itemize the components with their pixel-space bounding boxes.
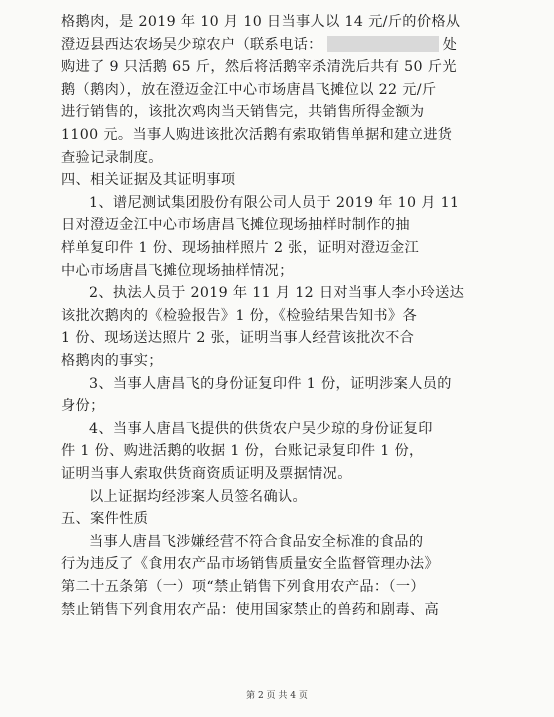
body-text-line: 进行销售的，该批次鸡肉当天销售完，共销售所得金额为 [61, 104, 425, 121]
body-text-line: 身份； [61, 398, 105, 415]
body-text-line: 件 1 份、购进活鹅的收据 1 份，台账记录复印件 1 份， [61, 443, 424, 460]
body-text-line: 当事人唐昌飞涉嫌经营不符合食品安全标准的食品的 [89, 533, 424, 550]
body-text-line: 第二十五条第（一）项“禁止销售下列食用农产品：（一） [61, 579, 425, 595]
body-text-line: 1、谱尼测试集团股份有限公司人员于 2019 年 10 月 11 [89, 194, 460, 211]
body-text-line: 4、当事人唐昌飞提供的供货农户吴少琼的身份证复印 [89, 420, 433, 437]
body-text-line: 禁止销售下列食用农产品：使用国家禁止的兽药和剧毒、高 [61, 601, 439, 618]
body-text-line: 以上证据均经涉案人员签名确认。 [89, 488, 308, 505]
section-heading: 五、案件性质 [61, 511, 149, 528]
body-text-line: 1 份、现场送达照片 2 张，证明当事人经营该批次不合 [61, 330, 415, 347]
page-number-footer: 第 2 页 共 4 页 [246, 691, 308, 701]
section-heading: 四、相关证据及其证明事项 [61, 172, 236, 189]
body-text-line: 日对澄迈金江中心市场唐昌飞摊位现场抽样时制作的抽 [61, 217, 410, 234]
body-text-line [61, 35, 491, 55]
body-text-line: 2、执法人员于 2019 年 11 月 12 日对当事人李小玲送达 [89, 285, 465, 302]
body-text-line: 证明当事人索取供货商资质证明及票据情况。 [61, 466, 352, 482]
body-text-line: 格鹅肉的事实； [61, 353, 163, 369]
redacted-phone-number [327, 36, 439, 52]
body-text-line: 行为违反了《食用农产品市场销售质量安全监督管理办法》 [61, 556, 439, 573]
body-text-line: 样单复印件 1 份、现场抽样照片 2 张，证明对澄迈金江 [61, 240, 420, 256]
body-text-line: 鹅（鹅肉），放在澄迈金江中心市场唐昌飞摊位以 22 元/斤 [61, 81, 437, 98]
body-text-line: 该批次鹅肉的《检验报告》1 份，《检验结果告知书》各 [61, 307, 418, 324]
body-text-line: 3、当事人唐昌飞的身份证复印件 1 份，证明涉案人员的 [89, 375, 452, 392]
body-text-line: 中心市场唐昌飞摊位现场抽样情况； [61, 262, 294, 279]
body-text-line: 购进了 9 只活鹅 65 斤，然后将活鹅宰杀清洗后共有 50 斤光 [61, 59, 457, 76]
body-text-line: 1100 元。当事人购进该批次活鹅有索取销售单据和建立进货 [61, 127, 453, 143]
body-text-segment: 处 [442, 36, 458, 53]
body-text-segment: 澄迈县西达农场吴少琼农户（联系电话： [61, 36, 323, 53]
body-text-line: 查验记录制度。 [61, 149, 163, 166]
body-text-line: 格鹅肉，是 2019 年 10 月 10 日当事人以 14 元/斤的价格从 [61, 14, 461, 30]
